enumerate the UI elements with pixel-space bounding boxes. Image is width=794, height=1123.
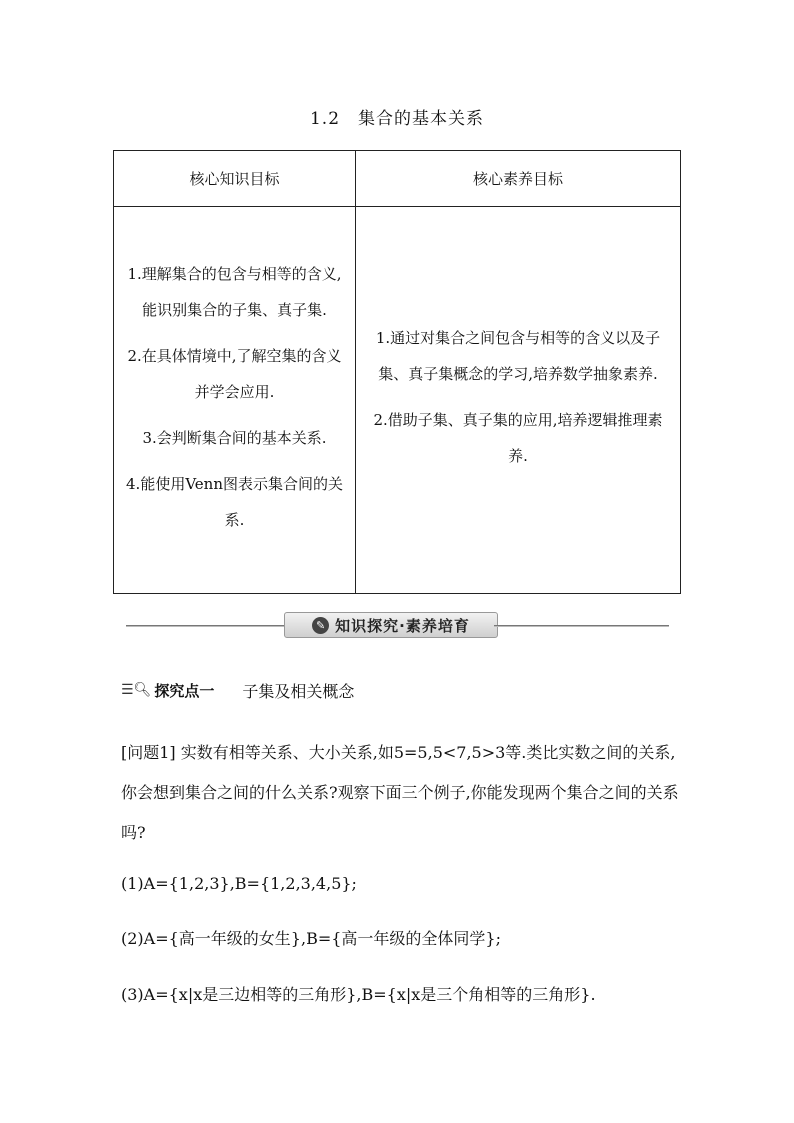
knowledge-item: 2.在具体情境中,了解空集的含义并学会应用. <box>127 347 342 401</box>
section-banner <box>126 611 669 637</box>
banner-label: 知识探究·素养培育 <box>335 616 470 635</box>
question-text: [问题1] 实数有相等关系、大小关系,如5=5,5<7,5>3等.类比实数之间的关系,你会想到集合之间的什么关系?观察下面三个例子,你能发现两个集合之间的关系吗? <box>121 743 679 842</box>
banner-label-box <box>284 612 498 638</box>
section-label: 探究点一 <box>154 681 215 700</box>
goals-table <box>113 150 681 594</box>
page-title: 1.2 集合的基本关系 <box>309 109 485 129</box>
section-heading <box>121 678 354 702</box>
knowledge-item: 3.会判断集合间的基本关系. <box>142 429 327 447</box>
banner-rule-right <box>494 625 669 627</box>
example-item: (1)A={1,2,3},B={1,2,3,4,5}; <box>121 874 357 893</box>
example-item: (2)A={高一年级的女生},B={高一年级的全体同学}; <box>121 929 501 948</box>
knowledge-goals-cell <box>114 207 356 594</box>
header-literacy-goals: 核心素养目标 <box>356 151 681 207</box>
literacy-item: 1.通过对集合之间包含与相等的含义以及子集、真子集概念的学习,培养数学抽象素养. <box>375 329 661 383</box>
table-header-row <box>114 151 681 207</box>
literacy-item: 2.借助子集、真子集的应用,培养逻辑推理素养. <box>373 411 663 465</box>
banner-rule-left <box>126 625 286 627</box>
header-knowledge-goals: 核心知识目标 <box>114 151 356 207</box>
example-item: (3)A={x|x是三边相等的三角形},B={x|x是三个角相等的三角形}. <box>121 985 596 1004</box>
section-topic: 子集及相关概念 <box>242 681 355 701</box>
pen-icon: ✎ <box>312 617 329 634</box>
knowledge-item: 1.理解集合的包含与相等的含义,能识别集合的子集、真子集. <box>127 265 342 319</box>
table-row <box>114 207 681 594</box>
magnifier-icon: ☰🔍︎ <box>121 682 152 698</box>
literacy-goals-cell <box>356 207 681 594</box>
knowledge-item: 4.能使用Venn图表示集合间的关系. <box>126 475 343 529</box>
